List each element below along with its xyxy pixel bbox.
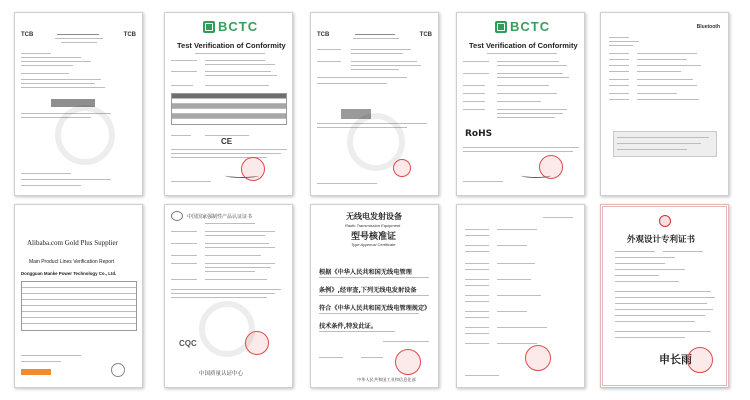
radio-body-line-1: 根据《中华人民共和国无线电管理 xyxy=(319,269,412,276)
alibaba-title: Alibaba.com Gold Plus Supplier xyxy=(27,239,118,247)
ccc-emblem xyxy=(171,211,183,221)
cqc-mark: CQC xyxy=(179,339,197,348)
patent-emblem xyxy=(659,215,671,227)
bctc-brand: BCTC xyxy=(510,19,551,34)
certificate-tcb-2 xyxy=(310,12,439,196)
bctc-brand: BCTC xyxy=(218,19,259,34)
certificate-bluetooth xyxy=(600,12,729,196)
signature xyxy=(521,173,551,178)
report-alibaba-gold-plus xyxy=(14,204,143,388)
tcb-left-header: TCB xyxy=(317,32,330,38)
radio-body-line-3: 符合《中华人民共和国无线电管理规定》 xyxy=(319,305,431,312)
bluetooth-brand: Bluetooth xyxy=(696,24,720,30)
radio-subtitle-en: Radio Transmission Equipment xyxy=(345,223,401,228)
patent-signature: 申长雨 xyxy=(659,353,692,366)
certificate-form-cn xyxy=(456,204,585,388)
alibaba-company: Dongguan Manke Power Technology Co., Ltd. xyxy=(21,271,117,276)
tcb-left-header: TCB xyxy=(21,32,34,38)
ce-mark: CE xyxy=(221,137,233,146)
notice-box xyxy=(613,131,717,157)
spec-table xyxy=(171,93,287,125)
bctc-logo xyxy=(203,19,258,34)
ccc-footer: 中国质量认证中心 xyxy=(199,371,244,377)
ministry-footer: 中华人民共和国工业和信息化部 xyxy=(357,377,416,382)
ccc-header: 中国国家强制性产品认证证书 xyxy=(187,214,253,220)
certificate-design-patent xyxy=(600,204,729,388)
alibaba-logo xyxy=(21,369,51,375)
certificate-radio-type-approval xyxy=(310,204,439,388)
patent-title-cn: 外观设计专利证书 xyxy=(627,235,696,245)
certificate-bctc-ce xyxy=(164,12,293,196)
radio-body-line-4: 技术条件,特发此证。 xyxy=(319,323,378,330)
radio-title-cn: 无线电发射设备 xyxy=(346,212,402,221)
inspection-stamp xyxy=(111,363,125,377)
ministry-seal xyxy=(395,349,421,375)
bctc-logo-icon xyxy=(203,21,215,33)
type-approval-subtitle-en: Type Approval Certificate xyxy=(351,242,396,247)
certificate-title: Test Verification of Conformity xyxy=(469,41,578,50)
radio-body-line-2: 条例》,经审查,下列无线电发射设备 xyxy=(319,287,417,294)
bctc-logo-icon xyxy=(495,21,507,33)
certificate-tcb-1 xyxy=(14,12,143,196)
certificate-title: Test Verification of Conformity xyxy=(177,41,286,50)
red-stamp xyxy=(393,159,411,177)
issuer-seal xyxy=(525,345,551,371)
type-approval-title-cn: 型号核准证 xyxy=(351,232,397,242)
tcb-right-header: TCB xyxy=(419,32,432,38)
certificate-ccc xyxy=(164,204,293,388)
alibaba-subtitle: Main Product Lines Verification Report xyxy=(29,259,115,265)
tcb-right-header: TCB xyxy=(123,32,136,38)
patent-office-seal xyxy=(687,347,713,373)
certificate-bctc-rohs xyxy=(456,12,585,196)
watermark-emblem xyxy=(55,105,115,165)
cqc-seal xyxy=(245,331,269,355)
bctc-logo xyxy=(495,19,550,34)
verification-table xyxy=(21,281,137,331)
signature xyxy=(225,173,259,178)
rohs-mark: RoHS xyxy=(465,129,493,139)
